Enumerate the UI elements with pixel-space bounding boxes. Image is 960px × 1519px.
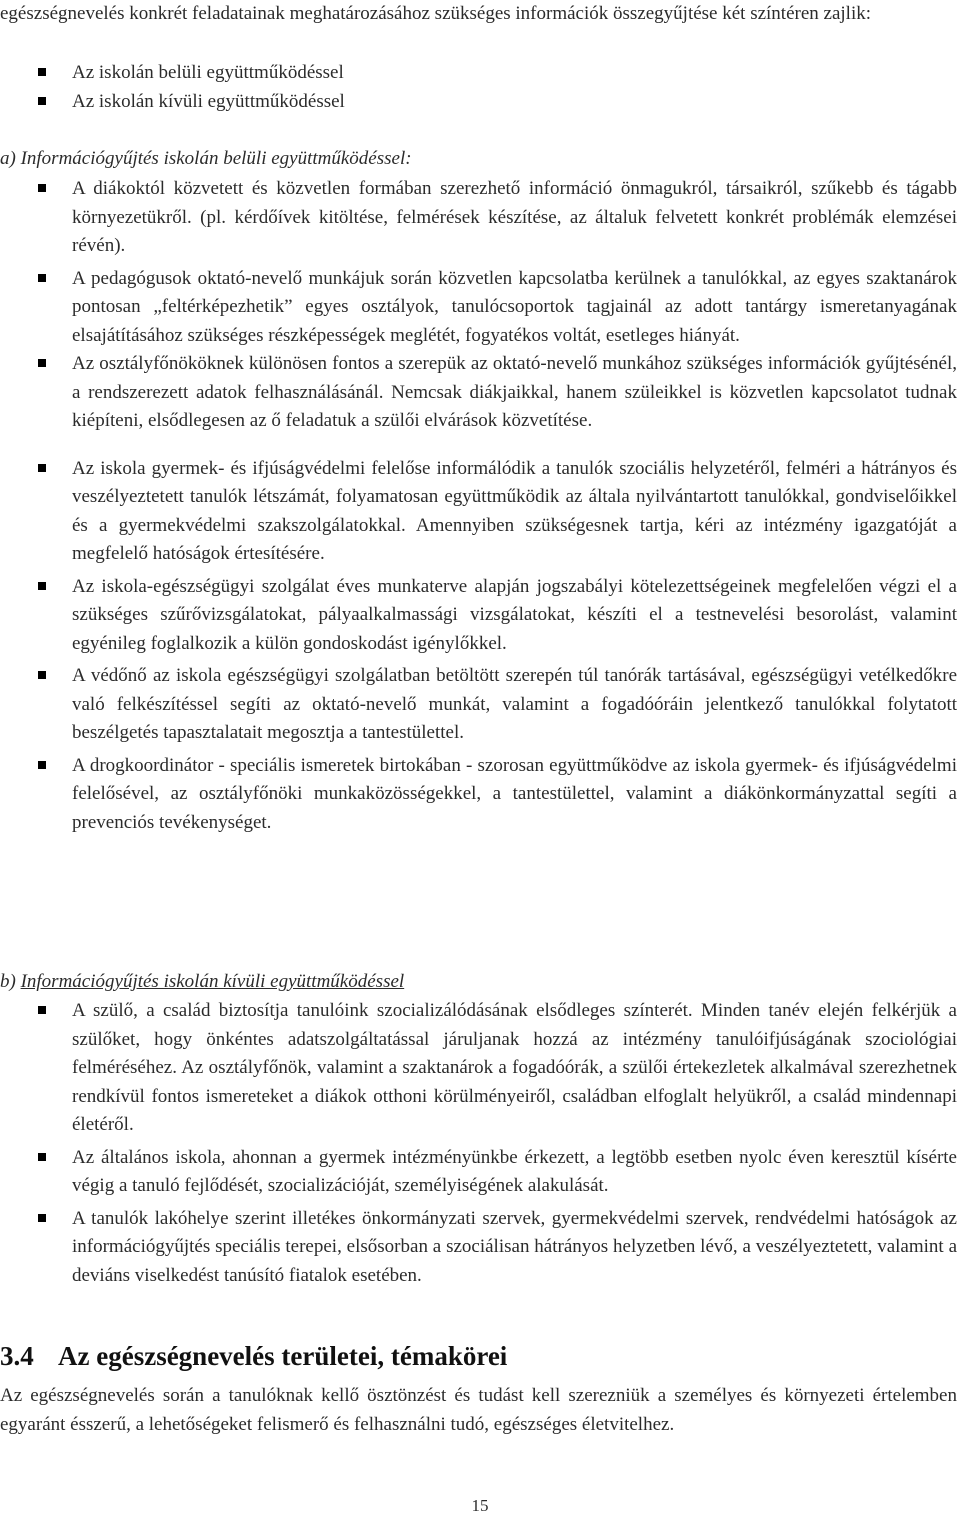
section-b-title: Információgyűjtés iskolán kívüli együttműködéssel — [20, 971, 405, 992]
page-number: 15 — [471, 1496, 489, 1515]
list-item: A szülő, a család biztosítja tanulóink szocializálódásának elsődleges színterét. Minden tanév elején felkérjük a szülőket, hogy önkéntes adatszolgáltatással járuljanak hozzá az intézmény tanulóifjúságának szociológiai felméréséhez. Az osztályfőnök, valamint a szaktanárok a fogadóórák, a szülői értekezletek alkalmával szerezhetnek rendkívül fontos ismereteket a diákok otthoni körülményeiről, családban elfoglalt helyükről, a család mindennapi életéről. — [0, 997, 957, 1140]
section-title: Az egészségnevelés területei, témakörei — [58, 1341, 508, 1371]
square-bullet-icon — [38, 464, 46, 472]
square-bullet-icon — [38, 68, 46, 76]
list-item: A drogkoordinátor - speciális ismeretek birtokában - szorosan együttműködve az iskola gyermek- és ifjúságvédelmi felelősével, az osztályfőnöki munkaközösségekkel, a tantestülettel, valamint a diákönkormányzattal segíti a prevenciós tevékenységet. — [0, 752, 957, 838]
list-item: Az általános iskola, ahonnan a gyermek intézményünkbe érkezett, a legtöbb esetben nyolc éven keresztül kísérte végig a tanuló fejlődését, szocializációját, személyiségének alakulását. — [0, 1144, 957, 1201]
list-item: Az iskolán kívüli együttműködéssel — [0, 88, 957, 117]
square-bullet-icon — [38, 274, 46, 282]
intro-bullet-list — [0, 59, 960, 116]
list-item: A pedagógusok oktató-nevelő munkájuk során közvetlen kapcsolatba kerülnek a tanulókkal, az egyes szaktanárok pontosan „feltérképezhetik” egyes osztályok, tanulócsoportok tagjainál az adott tantárgy ismeretanyagának elsajátításához szükséges részképességek meglétét, fogyatékos voltát, esetleges hiányát. — [0, 265, 957, 351]
square-bullet-icon — [38, 582, 46, 590]
square-bullet-icon — [38, 359, 46, 367]
square-bullet-icon — [38, 761, 46, 769]
list-item: A tanulók lakóhelye szerint illetékes önkormányzati szervek, gyermekvédelmi szervek, rendvédelmi hatóságok az információgyűjtés speciális terepei, elsősorban a szociálisan hátrányos helyzetben lévő, a veszélyeztetett, valamint a deviáns viselkedést tanúsító fiatalok esetében. — [0, 1205, 957, 1291]
section-heading — [0, 1339, 507, 1373]
list-item: Az osztályfőnököknek különösen fontos a szerepük az oktató-nevelő munkához szükséges információk gyűjtésénél, a rendszerezett adatok felhasználásánál. Nemcsak diákjaikkal, hanem szüleikkel is közvetlen kapcsolatot tudnak kiépíteni, elsődlegesen az ő feladatuk a szülői elvárások közvetítése. — [0, 350, 957, 436]
section-a-bullet-list — [0, 175, 960, 837]
section-b-heading — [0, 968, 404, 997]
square-bullet-icon — [38, 1214, 46, 1222]
square-bullet-icon — [38, 1006, 46, 1014]
square-bullet-icon — [38, 671, 46, 679]
section-a-heading — [0, 145, 412, 174]
section-b-prefix: b) — [0, 971, 16, 992]
section-a-title: Információgyűjtés iskolán belüli együttműködéssel: — [20, 148, 412, 169]
intro-paragraph: egészségnevelés konkrét feladatainak meghatározásához szükséges információk összegyűjtése két színtéren zajlik: — [0, 3, 872, 24]
square-bullet-icon — [38, 1153, 46, 1161]
list-item: Az iskolán belüli együttműködéssel — [0, 59, 957, 88]
square-bullet-icon — [38, 184, 46, 192]
list-item: Az iskola-egészségügyi szolgálat éves munkaterve alapján jogszabályi kötelezettségeinek megfelelően végzi el a szükséges szűrővizsgálatokat, pályaalkalmassági vizsgálatokat, készíti el a testnevelési besorolást, valamint egyénileg foglalkozik a külön gondoskodást igénylőkkel. — [0, 573, 957, 659]
section-number: 3.4 — [0, 1341, 34, 1371]
list-item: A védőnő az iskola egészségügyi szolgálatban betöltött szerepén túl tanórák tartásával, egészségügyi vetélkedőkre való felkészítéssel segíti az oktató-nevelő munkát, valamint a fogadóóráin jelentkező tanulókkal folytatott beszélgetés tapasztalatait megosztja a tantestülettel. — [0, 662, 957, 748]
section-b-bullet-list — [0, 997, 960, 1290]
list-item: A diákoktól közvetett és közvetlen formában szerezhető információ önmagukról, társaikról, szűkebb és tágabb környezetükről. (pl. kérdőívek kitöltése, felmérések készítése, az általuk felvetett konkrét problémák elemzései révén). — [0, 175, 957, 261]
list-item: Az iskola gyermek- és ifjúságvédelmi felelőse informálódik a tanulók szociális helyzetéről, felméri a hátrányos és veszélyeztetett tanulók létszámát, folyamatosan együttműködik az általa nyilvántartott tanulókkal, gondviselőikkel és a gyermekvédelmi szakszolgálatokkal. Amennyiben szükségesnek tartja, kéri az intézmény igazgatóját a megfelelő hatóságok értesítésére. — [0, 455, 957, 569]
square-bullet-icon — [38, 97, 46, 105]
section-a-prefix: a) — [0, 148, 16, 169]
section-paragraph: Az egészségnevelés során a tanulóknak kellő ösztönzést és tudást kell szerezniük a személyes és környezeti értelemben egyaránt ésszerű, a lehetőségeket felismerő és felhasználni tudó, egészséges életvitelhez. — [0, 1385, 957, 1435]
